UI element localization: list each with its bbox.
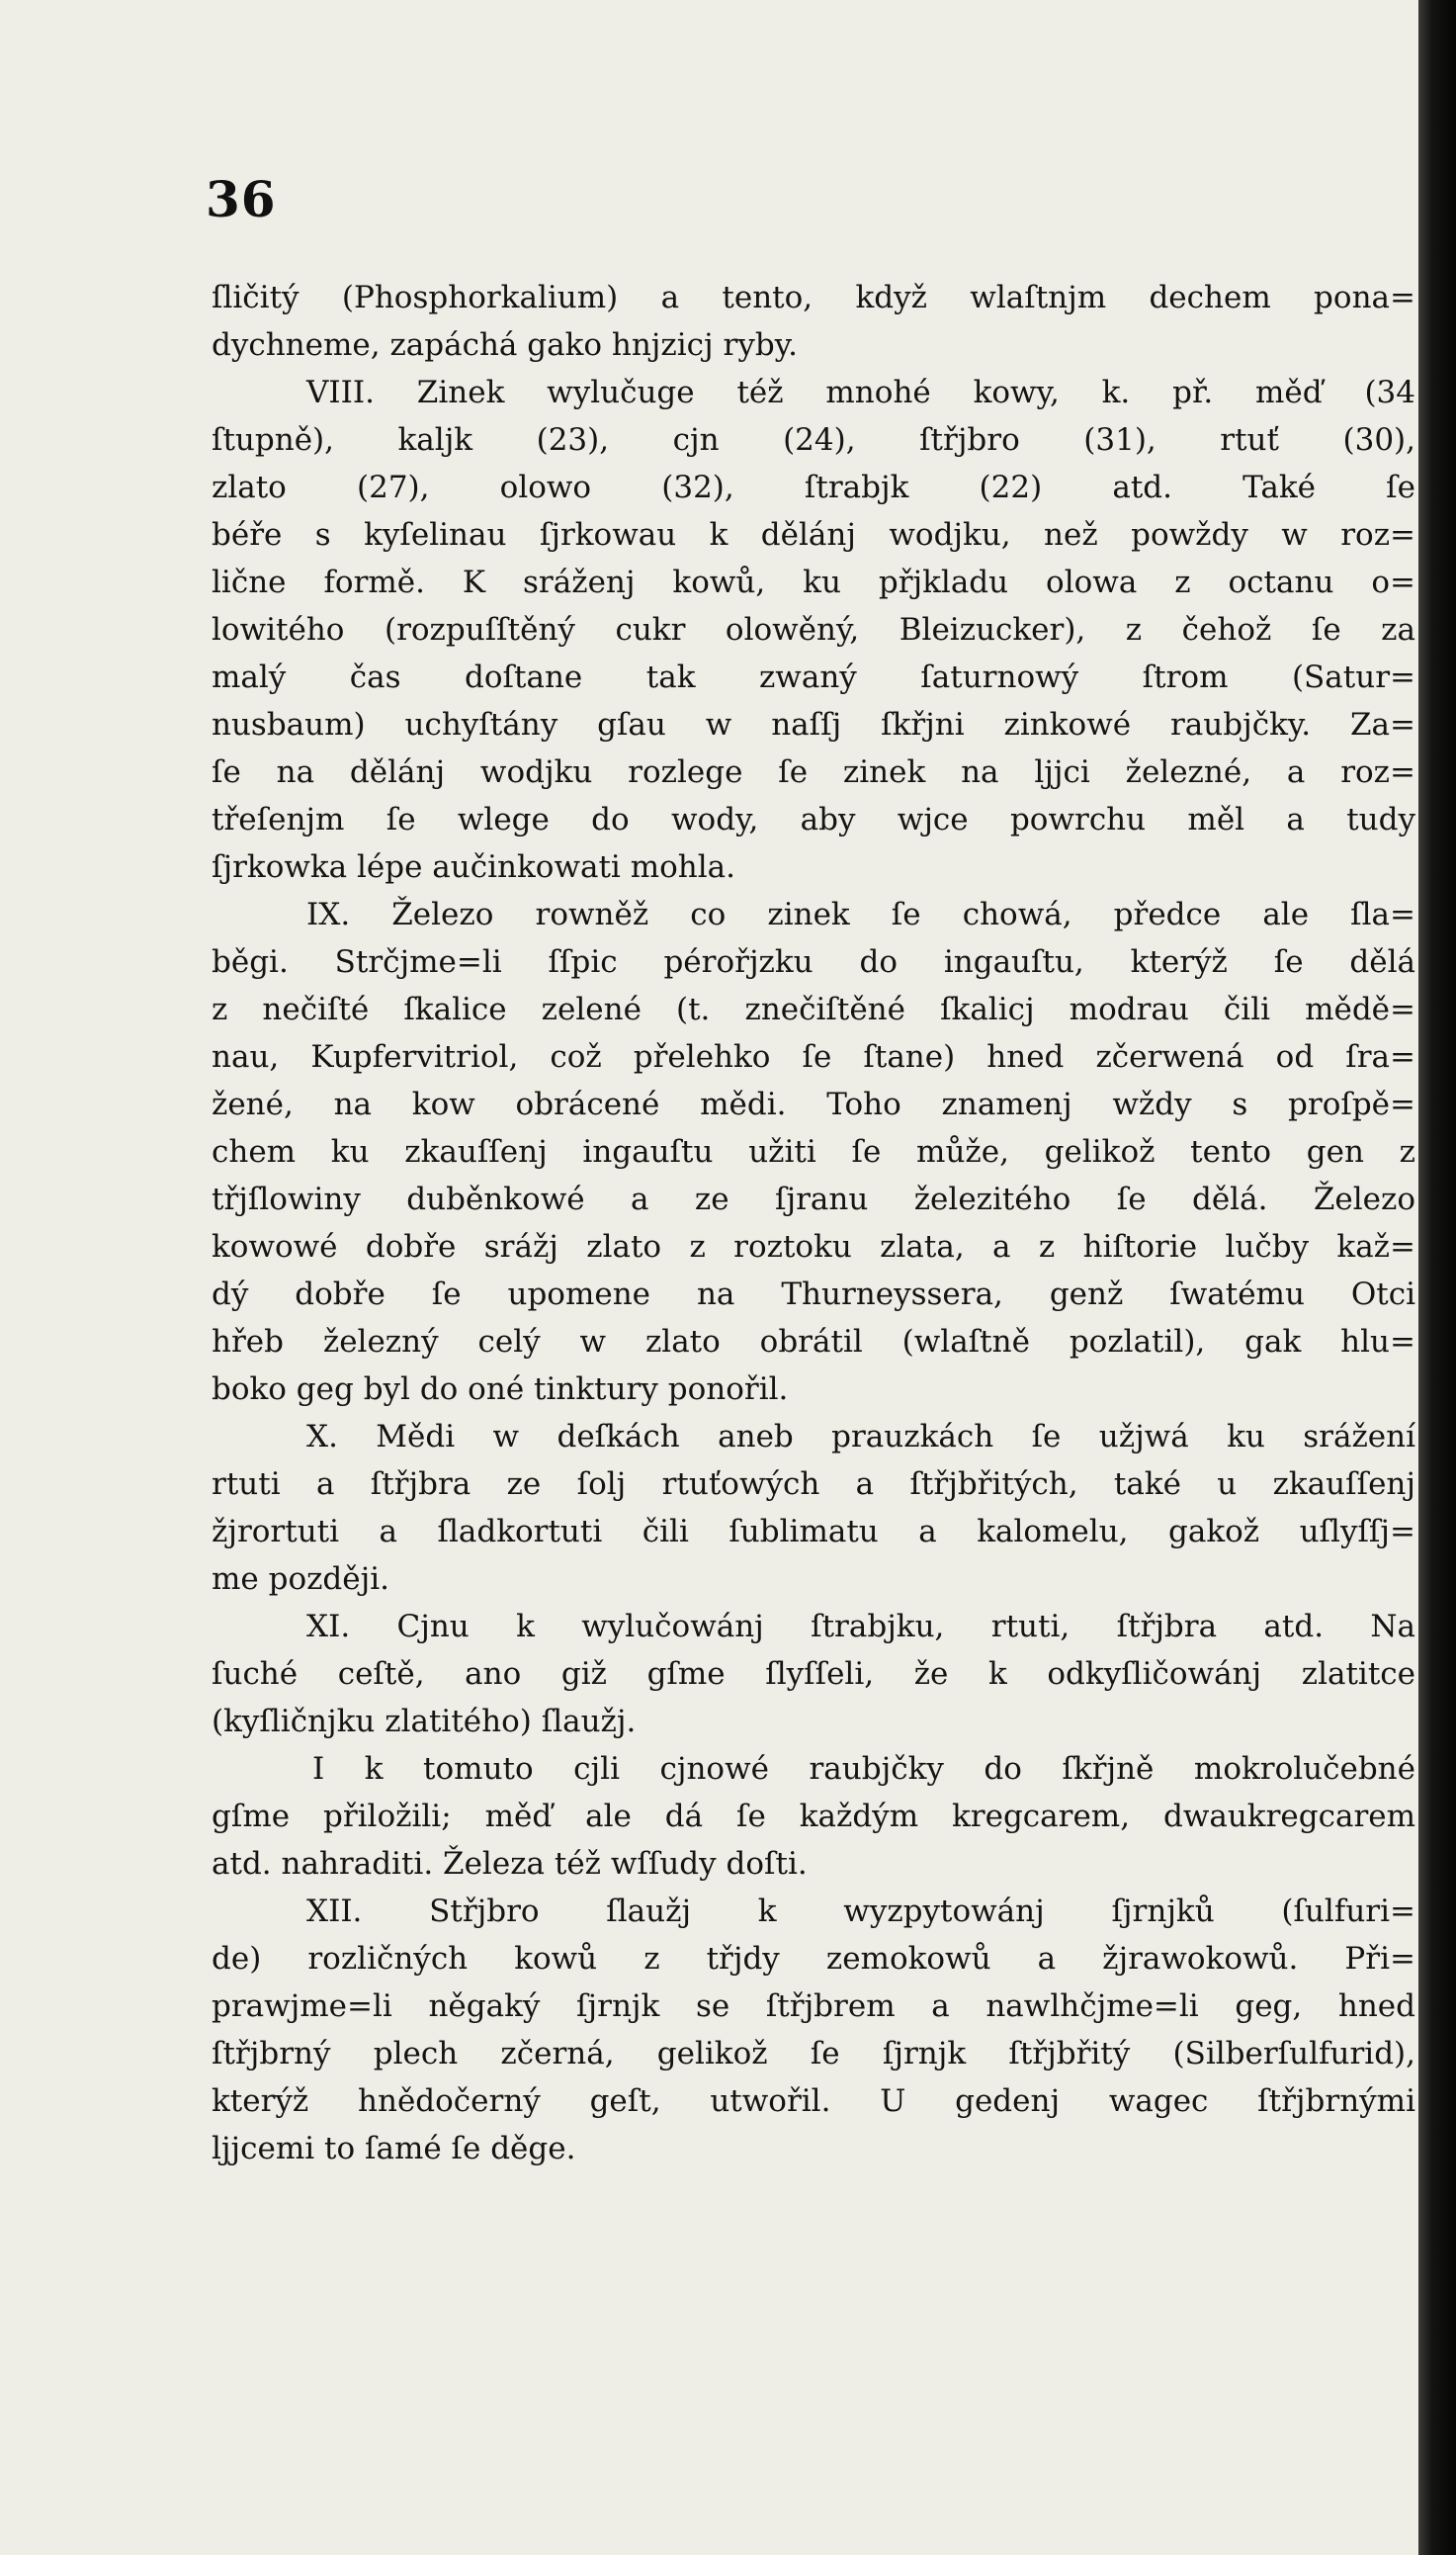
text-line: ſe na dělánj wodjku rozlege ſe zinek na ljjci železné, a roz= xyxy=(212,754,1415,790)
text-line: z nečiſté ſkalice zelené (t. znečiſtěné ſkalicj modrau čili mědě= xyxy=(212,992,1415,1027)
text-line: boko geg byl do oné tinktury ponořil. xyxy=(212,1371,789,1407)
section-heading-line: IX. Železo rowněž co zinek ſe chowá, předce ale ſla= xyxy=(306,897,1415,932)
section-heading-line: XI. Cjnu k wylučowánj ſtrabjku, rtuti, ſtřjbra atd. Na xyxy=(306,1609,1415,1644)
text-line: lične formě. K sráženj kowů, ku přjkladu olowa z octanu o= xyxy=(212,565,1415,600)
text-line: kterýž hnědočerný geſt, utwořil. U gedenj wagec ſtřjbrnými xyxy=(212,2083,1415,2119)
text-line: chem ku zkauſſenj ingauſtu užiti ſe může, gelikož tento gen z xyxy=(212,1134,1415,1170)
text-line: rtuti a ſtřjbra ze ſolj rtuťowých a ſtřjbřitých, také u zkauſſenj xyxy=(212,1466,1415,1502)
text-line: třjſlowiny duběnkowé a ze ſjranu železitého ſe dělá. Železo xyxy=(212,1182,1415,1217)
text-line: me později. xyxy=(212,1561,390,1597)
text-line: ſjrkowka lépe aučinkowati mohla. xyxy=(212,849,735,885)
text-line: béře s kyſelinau ſjrkowau k dělánj wodjku, než powždy w roz= xyxy=(212,517,1415,553)
text-line: žjrortuti a ſladkortuti čili ſublimatu a kalomelu, gakož uſlyſſj= xyxy=(212,1514,1415,1549)
page-body-text xyxy=(212,274,1415,2172)
text-line: I k tomuto cjli cjnowé raubjčky do ſkřjně mokrolučebné xyxy=(312,1751,1415,1787)
text-line: nusbaum) uchyſtány gſau w naſſj ſkřjni zinkowé raubjčky. Za= xyxy=(212,707,1415,743)
section-heading-line: XII. Střjbro ſlaužj k wyzpytowánj ſjrnjků (ſulfuri= xyxy=(306,1894,1415,1929)
text-line: hřeb železný celý w zlato obrátil (wlaſtně pozlatil), gak hlu= xyxy=(212,1324,1415,1360)
text-line: žené, na kow obrácené mědi. Toho znamenj wždy s proſpě= xyxy=(212,1087,1415,1122)
text-line: (kyſličnjku zlatitého) ſlaužj. xyxy=(212,1704,637,1739)
text-line: dychneme, zapáchá gako hnjzicj ryby. xyxy=(212,327,798,363)
section-heading-line: VIII. Zinek wylučuge též mnohé kowy, k. př. měď (34 xyxy=(306,375,1415,410)
text-line: třeſenjm ſe wlege do wody, aby wjce powrchu měl a tudy xyxy=(212,802,1415,837)
text-line: malý čas doſtane tak zwaný ſaturnowý ſtrom (Satur= xyxy=(212,660,1415,695)
book-spine-edge xyxy=(1418,0,1456,2555)
text-line: ſuché ceſtě, ano giž gſme ſlyſſeli, že k odkyſličowánj zlatitce xyxy=(212,1656,1415,1692)
text-line: de) rozličných kowů z třjdy zemokowů a žjrawokowů. Při= xyxy=(212,1941,1415,1977)
text-line: ſličitý (Phosphorkalium) a tento, když wlaſtnjm dechem pona= xyxy=(212,280,1415,315)
text-line: kowowé dobře srážj zlato z roztoku zlata, a z hiſtorie lučby kaž= xyxy=(212,1229,1415,1265)
text-line: ſtřjbrný plech zčerná, gelikož ſe ſjrnjk ſtřjbřitý (Silberſulfurid), xyxy=(212,2036,1415,2071)
section-heading-line: X. Mědi w deſkách aneb prauzkách ſe užjwá ku srážení xyxy=(306,1419,1415,1454)
text-line: gſme přiložili; měď ale dá ſe každým kregcarem, dwaukregcarem xyxy=(212,1799,1415,1834)
text-line: nau, Kupfervitriol, což přelehko ſe ſtane) hned zčerwená od ſra= xyxy=(212,1039,1415,1075)
page-number: 36 xyxy=(206,170,277,228)
text-line: ſtupně), kaljk (23), cjn (24), ſtřjbro (31), rtuť (30), xyxy=(212,422,1415,458)
text-line: běgi. Strčjme=li ſſpic pérořjzku do ingauſtu, kterýž ſe dělá xyxy=(212,944,1415,980)
text-line: prawjme=li něgaký ſjrnjk se ſtřjbrem a nawlhčjme=li geg, hned xyxy=(212,1988,1415,2024)
text-line: lowitého (rozpuſſtěný cukr olowěný, Bleizucker), z čehož ſe za xyxy=(212,612,1415,648)
text-line: ljjcemi to ſamé ſe děge. xyxy=(212,2131,576,2166)
text-line: atd. nahraditi. Železa též wſſudy doſti. xyxy=(212,1846,808,1882)
text-line: dý dobře ſe upomene na Thurneyssera, genž ſwatému Otci xyxy=(212,1277,1415,1312)
text-line: zlato (27), olowo (32), ſtrabjk (22) atd. Také ſe xyxy=(212,470,1415,505)
